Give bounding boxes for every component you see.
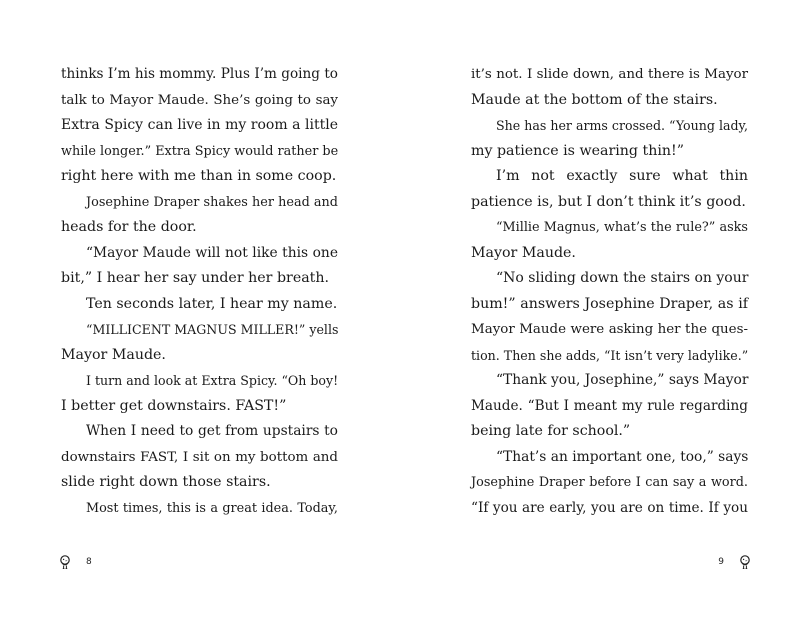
left-page-footer xyxy=(58,553,92,571)
right-page-text xyxy=(471,62,748,521)
text-line: Mayor Maude. xyxy=(471,244,576,261)
right-page xyxy=(405,0,810,620)
text-line: while longer.” Extra Spicy would rather be xyxy=(61,143,339,159)
text-line: “MILLICENT MAGNUS MILLER!” yells xyxy=(86,322,339,337)
left-page-text xyxy=(61,62,338,521)
text-line: downstairs FAST, I sit on my bottom and xyxy=(61,449,338,465)
page-number: 8 xyxy=(86,557,92,567)
text-line: She has her arms crossed. “Young lady, xyxy=(496,118,748,133)
text-line: being late for school.” xyxy=(471,423,631,439)
text-line: “Millie Magnus, what’s the rule?” asks xyxy=(496,220,748,235)
chick-icon xyxy=(738,554,752,570)
text-line: “Mayor Maude will not like this one xyxy=(86,244,338,261)
text-line: Mayor Maude were asking her the ques- xyxy=(471,322,748,337)
text-line: it’s not. I slide down, and there is Mayor xyxy=(471,67,748,82)
text-line: Ten seconds later, I hear my name. xyxy=(86,295,338,312)
text-line: bum!” answers Josephine Draper, as if xyxy=(471,295,748,312)
text-line: Mayor Maude. xyxy=(61,346,166,363)
text-line: thinks I’m his mommy. Plus I’m going to xyxy=(61,66,338,82)
text-line: I better get downstairs. FAST!” xyxy=(61,397,287,414)
page-number: 9 xyxy=(718,557,724,567)
chick-icon xyxy=(58,554,72,570)
text-line: slide right down those stairs. xyxy=(61,474,271,490)
text-line: Maude. “But I meant my rule regarding xyxy=(471,397,748,414)
text-line: I’m not exactly sure what thin xyxy=(496,168,748,184)
text-line: “If you are early, you are on time. If you xyxy=(471,499,748,516)
text-line: “That’s an important one, too,” says xyxy=(496,448,749,465)
text-line: my patience is wearing thin!” xyxy=(471,142,684,159)
right-page-footer xyxy=(718,553,752,571)
text-line: talk to Mayor Maude. She’s going to say xyxy=(61,92,338,108)
text-line: bit,” I hear her say under her breath. xyxy=(61,270,330,286)
text-line: Most times, this is a great idea. Today, xyxy=(86,500,338,516)
text-line: Maude at the bottom of the stairs. xyxy=(471,91,718,108)
text-line: Josephine Draper before I can say a word. xyxy=(471,475,748,490)
text-line: I turn and look at Extra Spicy. “Oh boy! xyxy=(86,373,339,388)
text-line: right here with me than in some coop. xyxy=(61,168,337,184)
text-line: patience is, but I don’t think it’s good. xyxy=(471,193,746,210)
text-line: heads for the door. xyxy=(61,219,197,235)
text-line: “Thank you, Josephine,” says Mayor xyxy=(496,372,749,388)
text-line: When I need to get from upstairs to xyxy=(86,423,338,439)
text-line: tion. Then she adds, “It isn’t very ladylike.” xyxy=(471,347,749,363)
text-line: Josephine Draper shakes her head and xyxy=(86,194,338,210)
text-line: Extra Spicy can live in my room a little xyxy=(61,117,338,133)
text-line: “No sliding down the stairs on your xyxy=(496,270,749,286)
